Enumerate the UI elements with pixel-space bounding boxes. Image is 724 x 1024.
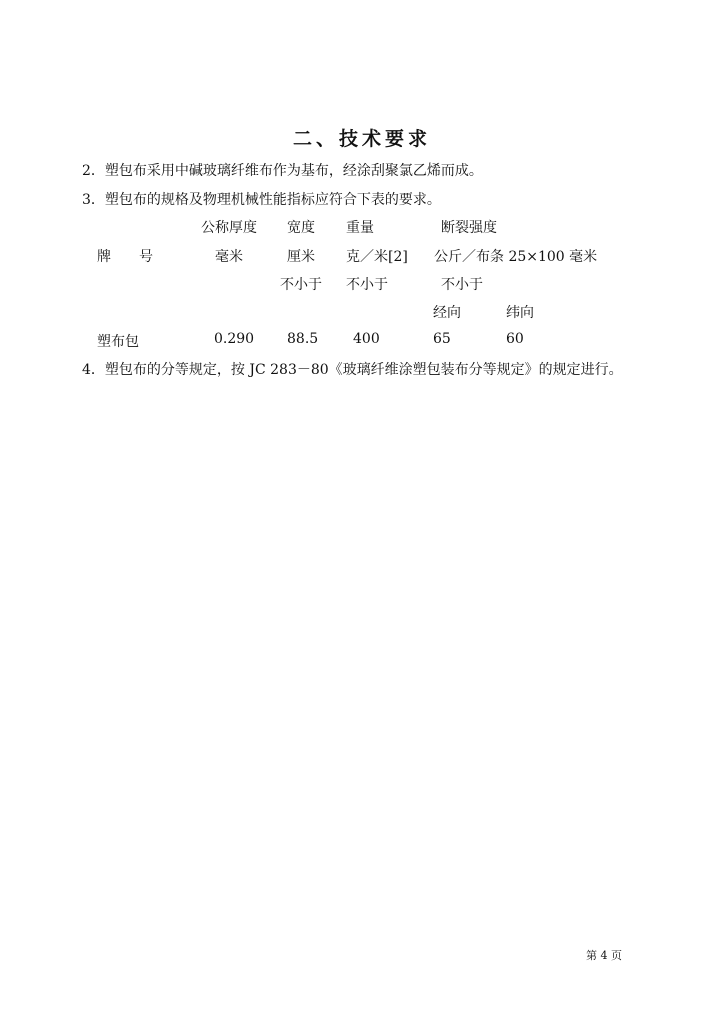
header-thickness-unit: 毫米 — [215, 249, 243, 265]
cell-width: 88.5 — [287, 331, 319, 347]
paragraph-2: 2．塑包布采用中碱玻璃纤维布作为基布，经涂刮聚氯乙烯而成。 — [82, 163, 483, 179]
header-weight: 重量 — [346, 220, 374, 236]
header-strength-unit: 公斤／布条 25×100 毫米 — [434, 249, 598, 265]
header-width-min: 不小于 — [280, 277, 322, 293]
cell-brand: 塑布包 — [97, 334, 139, 350]
cell-weight: 400 — [353, 331, 380, 347]
header-weft: 纬向 — [506, 305, 534, 321]
cell-weft: 60 — [506, 331, 524, 347]
header-weight-min: 不小于 — [346, 277, 388, 293]
header-brand: 牌 号 — [97, 249, 153, 265]
cell-warp: 65 — [433, 331, 451, 347]
header-thickness: 公称厚度 — [201, 220, 257, 236]
section-title: 二、技术要求 — [292, 128, 431, 150]
paragraph-4: 4．塑包布的分等规定，按 JC 283－80《玻璃纤维涂塑包装布分等规定》的规定进行。 — [82, 362, 623, 378]
header-width-unit: 厘米 — [287, 249, 315, 265]
cell-thickness: 0.290 — [214, 331, 255, 347]
header-width: 宽度 — [287, 220, 315, 236]
header-strength-min: 不小于 — [441, 277, 483, 293]
paragraph-3: 3．塑包布的规格及物理机械性能指标应符合下表的要求。 — [82, 192, 441, 208]
header-weight-unit: 克／米[2] — [346, 249, 408, 265]
header-strength: 断裂强度 — [441, 220, 497, 236]
page-number: 第 4 页 — [586, 949, 622, 962]
header-warp: 经向 — [433, 305, 461, 321]
